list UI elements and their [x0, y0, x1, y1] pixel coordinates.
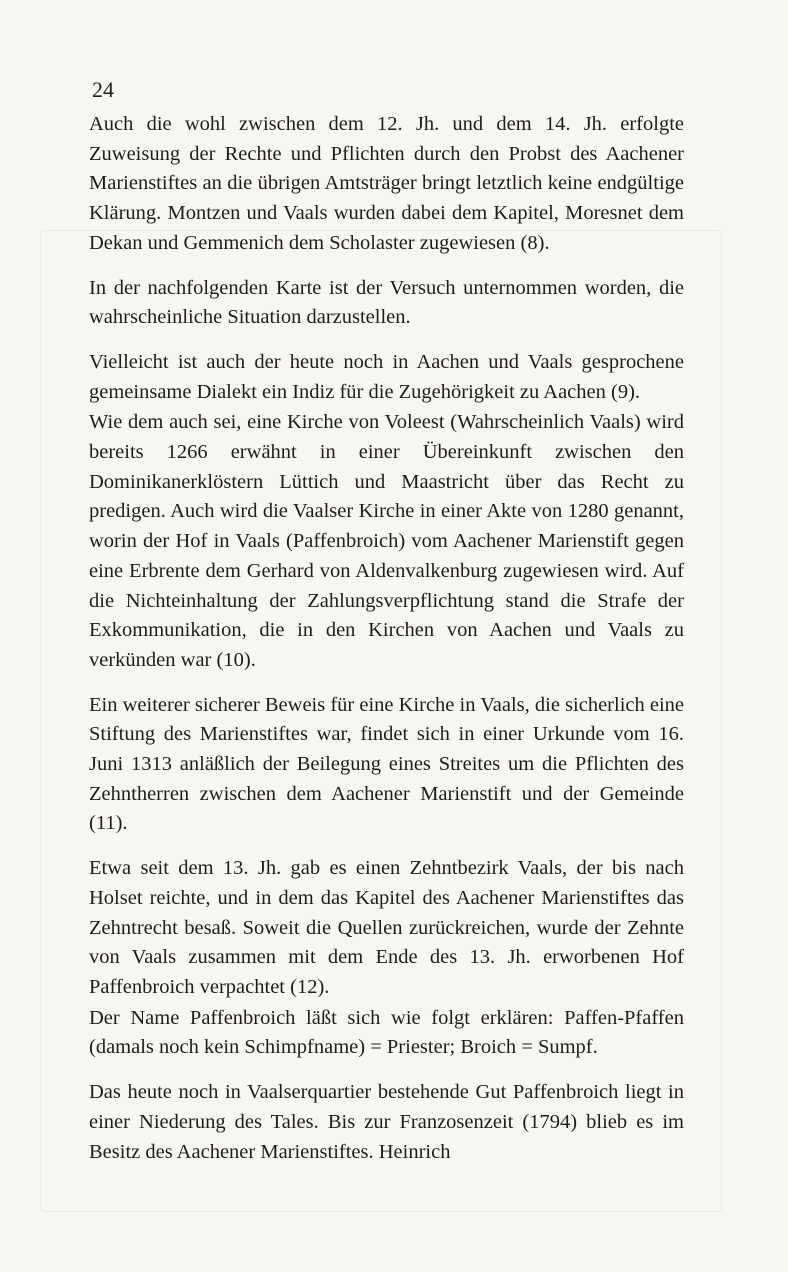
page-number: 24 [92, 77, 114, 102]
body-text [89, 110, 684, 1167]
paragraph-3: Vielleicht ist auch der heute noch in Aachen und Vaals gesprochene gemeinsame Dialekt ein Indiz für die Zugehörigkeit zu Aachen (9). [89, 350, 684, 403]
paragraph-8: Das heute noch in Vaalserquartier bestehende Gut Paffenbroich liegt in einer Niederung des Tales. Bis zur Franzosenzeit (1794) blieb es im Besitz des Aachener Marienstiftes. Heinrich [89, 1081, 684, 1163]
paragraph-1: Auch die wohl zwischen dem 12. Jh. und dem 14. Jh. erfolgte Zuweisung der Rechte und Pflichten durch den Probst des Aachener Marienstiftes an die übrigen Amtsträger bringt letztlich keine endgültige Klärung. Montzen und Vaals wurden dabei dem Kapitel, Moresnet dem Dekan und Gemmenich dem Scholaster zugewiesen (8). [89, 113, 684, 254]
paragraph-7: Der Name Paffenbroich läßt sich wie folgt erklären: Paffen-Pfaffen (damals noch kein Schimpfname) = Priester; Broich = Sumpf. [89, 1006, 684, 1059]
paragraph-2: In der nachfolgenden Karte ist der Versuch unternommen worden, die wahrscheinliche Situation darzustellen. [89, 276, 684, 329]
paragraph-4: Wie dem auch sei, eine Kirche von Voleest (Wahrscheinlich Vaals) wird bereits 1266 erwähnt in einer Übereinkunft zwischen den Dominikanerklöstern Lüttich und Maastricht über das Recht zu predigen. Auch wird die Vaalser Kirche in einer Akte von 1280 genannt, worin der Hof in Vaals (Paffenbroich) vom Aachener Marienstift gegen eine Erbrente dem Gerhard von Aldenvalkenburg zugewiesen wird. Auf die Nichteinhaltung der Zahlungsverpflichtung stand die Strafe der Exkommunikation, die in den Kirchen von Aachen und Vaals zu verkünden war (10). [89, 411, 684, 671]
paragraph-6: Etwa seit dem 13. Jh. gab es einen Zehntbezirk Vaals, der bis nach Holset reichte, und in dem das Kapitel des Aachener Marienstiftes das Zehntrecht besaß. Soweit die Quellen zurückreichen, wurde der Zehnte von Vaals zusammen mit dem Ende des 13. Jh. erworbenen Hof Paffenbroich verpachtet (12). [89, 857, 684, 998]
paragraph-5: Ein weiterer sicherer Beweis für eine Kirche in Vaals, die sicherlich eine Stiftung des Marienstiftes war, findet sich in einer Urkunde vom 16. Juni 1313 anläßlich der Beilegung eines Streites um die Pflichten des Zehntherren zwischen dem Aachener Marienstift und der Gemeinde (11). [89, 693, 685, 835]
